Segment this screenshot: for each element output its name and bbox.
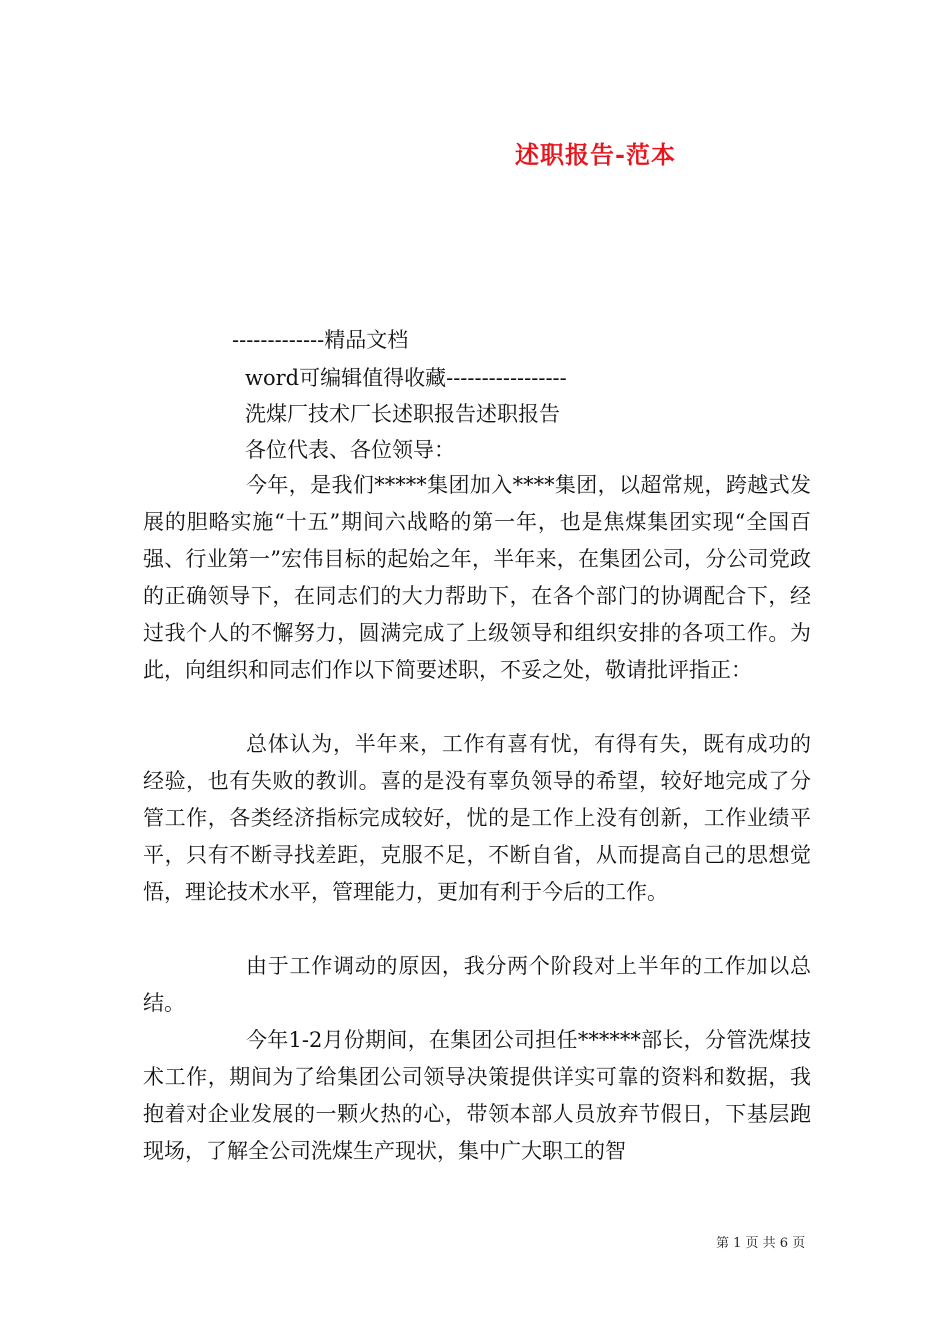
paragraph: 由于工作调动的原因，我分两个阶段对上半年的工作加以总结。 <box>143 954 811 1015</box>
paragraph: 总体认为，半年来，工作有喜有忧，有得有失，既有成功的经验，也有失败的教训。喜的是没有辜负领导的希望，较好地完成了分管工作，各类经济指标完成较好，忧的是工作上没有创新，工作业绩平平，只有不断寻找差距，克服不足，不断自省，从而提高自己的思想觉悟，理论技术水平，管理能力，更加有利于今后的工作。 <box>143 732 811 904</box>
page-footer: 第 1 页 共 6 页 <box>716 1236 806 1251</box>
paragraph: 今年1-2月份期间，在集团公司担任******部长，分管洗煤技术工作，期间为了给集团公司领导决策提供详实可靠的资料和数据，我抱着对企业发展的一颗火热的心，带领本部人员放弃节假日，下基层跑现场，了解全公司洗煤生产现状，集中广大职工的智 <box>143 1028 811 1163</box>
header-line-2: word可编辑值得收藏----------------- <box>245 366 567 390</box>
document-title: 述职报告-范本 <box>515 140 676 169</box>
salutation: 各位代表、各位领导： <box>245 438 455 462</box>
header-line-1: -------------精品文档 <box>232 328 409 352</box>
document-subtitle: 洗煤厂技术厂长述职报告述职报告 <box>245 402 560 426</box>
paragraph: 今年，是我们*****集团加入****集团，以超常规，跨越式发展的胆略实施“十五”期间六战略的第一年，也是焦煤集团实现“全国百强、行业第一”宏伟目标的起始之年，半年来，在集团公司，分公司党政的正确领导下，在同志们的大力帮助下，在各个部门的协调配合下，经过我个人的不懈努力，圆满完成了上级领导和组织安排的各项工作。为此，向组织和同志们作以下简要述职，不妥之处，敬请批评指正： <box>143 473 811 682</box>
